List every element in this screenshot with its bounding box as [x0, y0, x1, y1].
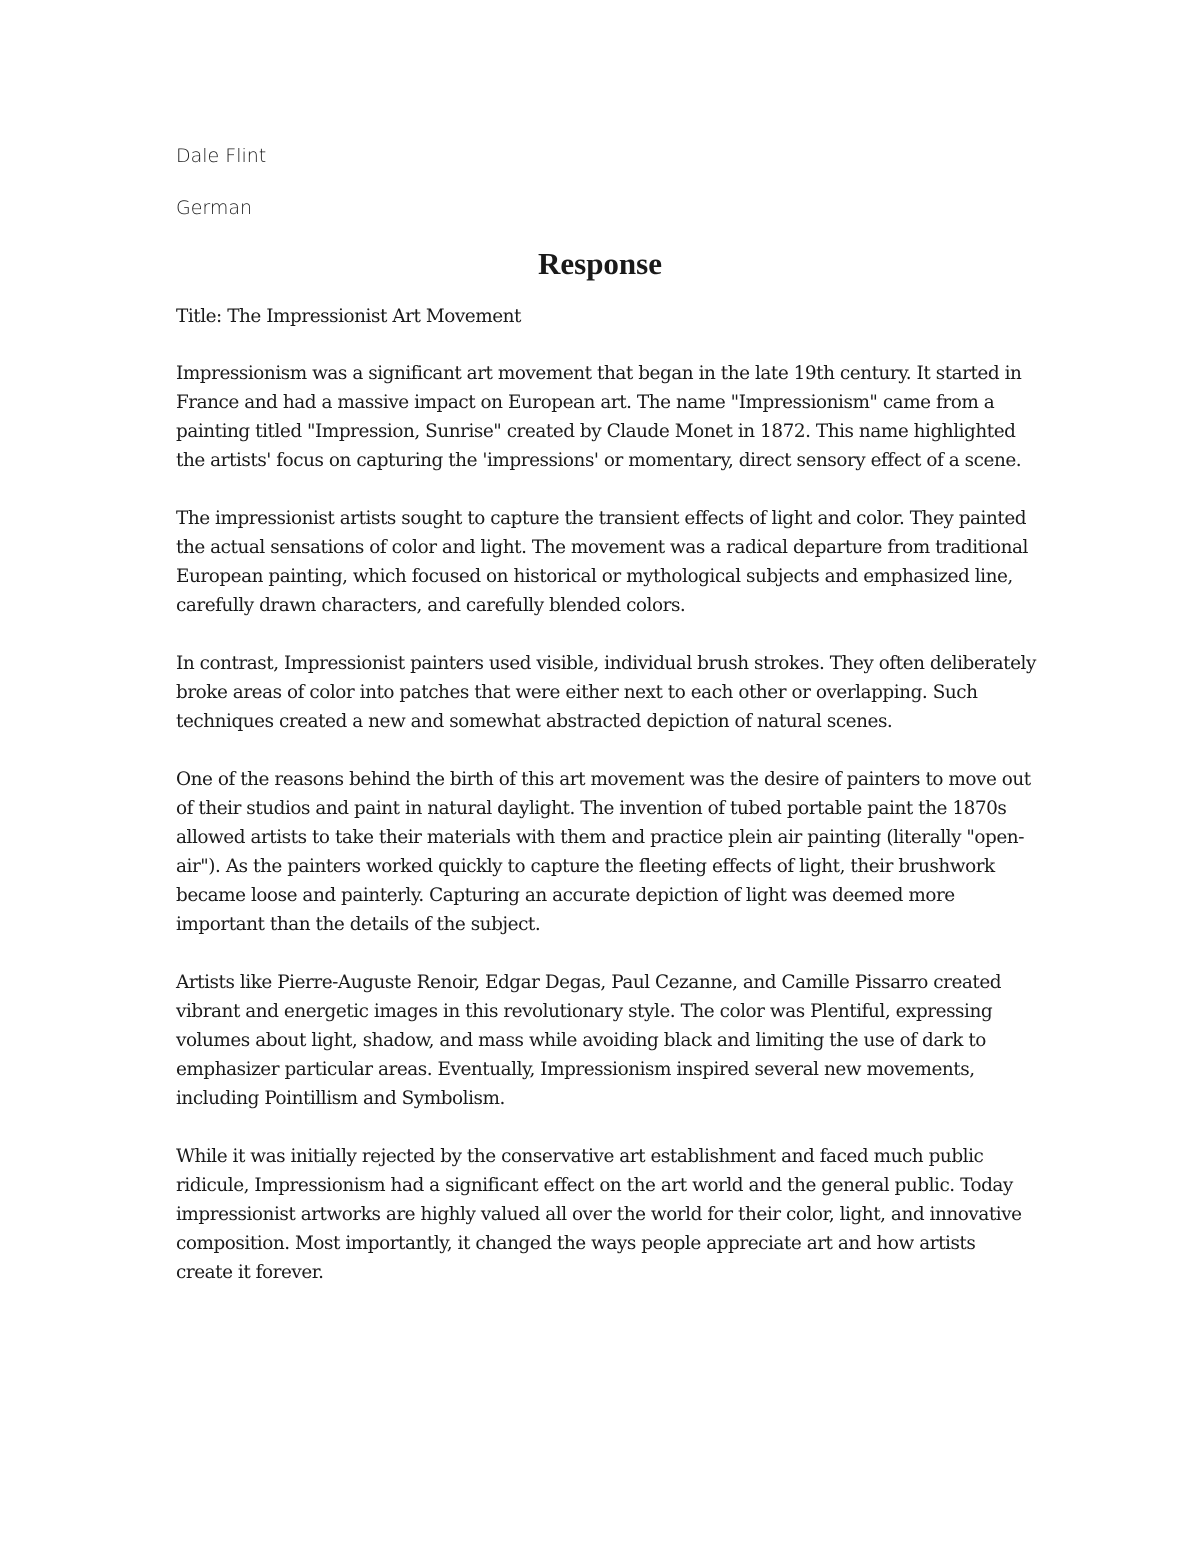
paragraph-4: One of the reasons behind the birth of this art movement was the desire of painters to move out of their studios and paint in natural daylight. The invention of tubed portable paint the 1870s allowed artists to take their materials with them and practice plein air painting (literally "open-air"). As the painters worked quickly to capture the fleeting effects of light, their brushwork became loose and painterly. Capturing an accurate depiction of light was deemed more important than the details of the subject.	[176, 769, 1031, 935]
author-name: Dale Flint	[176, 145, 267, 167]
paragraph-6: While it was initially rejected by the conservative art establishment and faced much public ridicule, Impressionism had a significant effect on the art world and the general public. Today impressionist artworks are highly valued all over the world for their color, light, and innovative composition. Most importantly, it changed the ways people appreciate art and how artists create it forever.	[176, 1146, 1022, 1283]
paragraph-3: In contrast, Impressionist painters used visible, individual brush strokes. They often deliberately broke areas of color into patches that were either next to each other or overlapping. Such techniques created a new and somewhat abstracted depiction of natural scenes.	[176, 653, 1036, 732]
course-name: German	[176, 197, 253, 219]
paragraph-1: Impressionism was a significant art movement that began in the late 19th century. It started in France and had a massive impact on European art. The name "Impressionism" came from a painting titled "Impression, Sunrise" created by Claude Monet in 1872. This name highlighted the artists' focus on capturing the 'impressions' or momentary, direct sensory effect of a scene.	[176, 363, 1022, 471]
paragraph-5: Artists like Pierre-Auguste Renoir, Edgar Degas, Paul Cezanne, and Camille Pissarro created vibrant and energetic images in this revolutionary style. The color was Plentiful, expressing volumes about light, shadow, and mass while avoiding black and limiting the use of dark to emphasizer particular areas. Eventually, Impressionism inspired several new movements, including Pointillism and Symbolism.	[176, 972, 1002, 1109]
essay-title: Title: The Impressionist Art Movement	[176, 306, 521, 327]
document-heading: Response	[537, 246, 662, 281]
paragraph-2: The impressionist artists sought to capture the transient effects of light and color. They painted the actual sensations of color and light. The movement was a radical departure from traditional European painting, which focused on historical or mythological subjects and emphasized line, carefully drawn characters, and carefully blended colors.	[176, 508, 1028, 616]
document-page	[176, 140, 1036, 1316]
